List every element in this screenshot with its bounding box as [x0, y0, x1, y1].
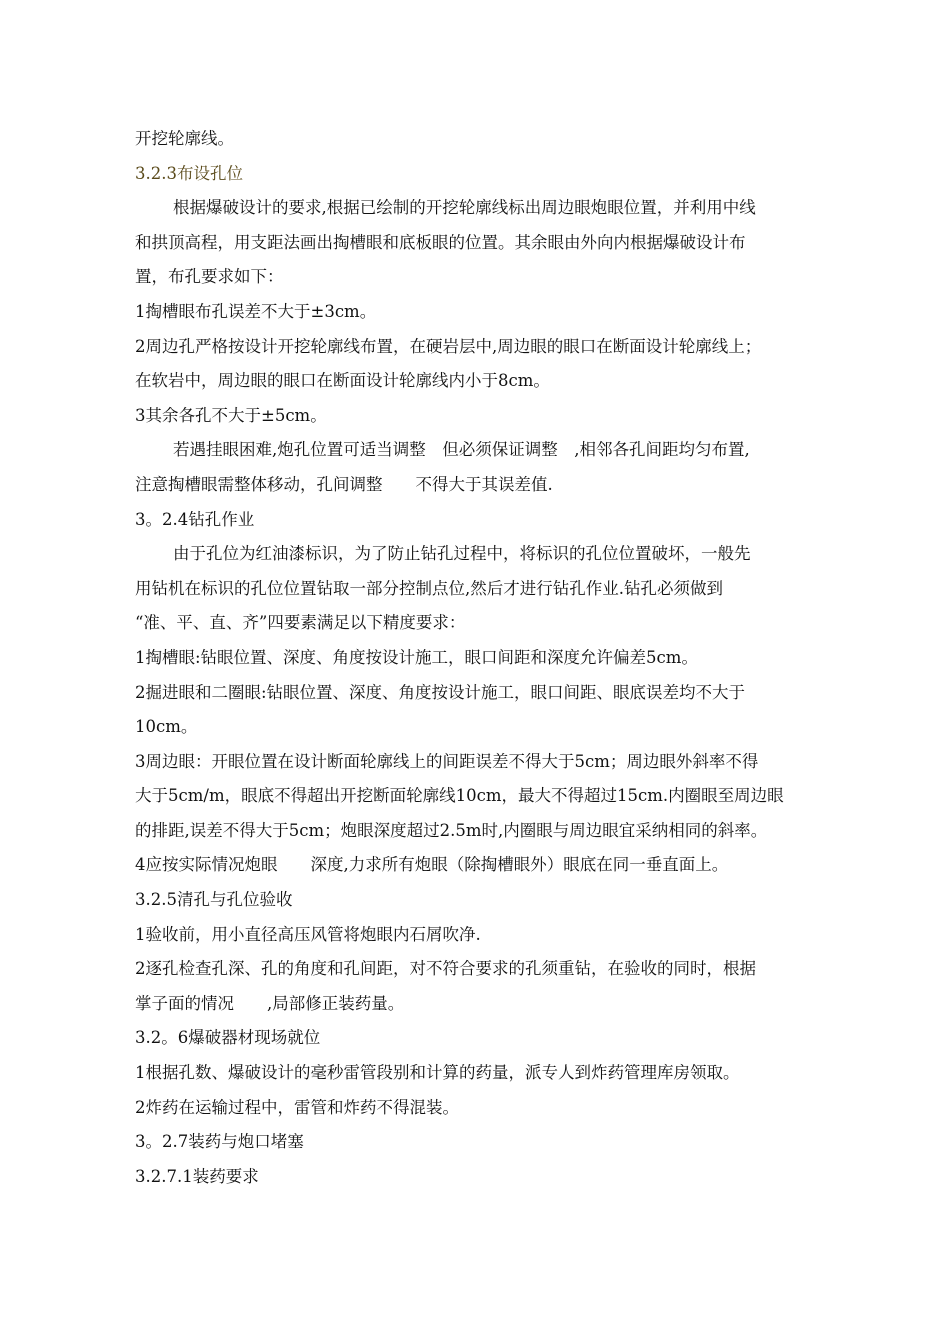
section-heading-3-2-3: 3.2.3布设孔位	[135, 163, 243, 183]
list-item: 4应按实际情况炮眼 深度,力求所有炮眼（除掏槽眼外）眼底在同一垂直面上。	[135, 855, 729, 875]
list-item: 3其余各孔不大于±5cm。	[135, 405, 327, 425]
subsection-heading-3-2-7-1: 3.2.7.1装药要求	[135, 1166, 259, 1186]
list-item: 1掏槽眼布孔误差不大于±3cm。	[135, 301, 377, 321]
section-heading-3-2-4: 3。2.4钻孔作业	[135, 509, 255, 529]
paragraph-line: 根据爆破设计的要求,根据已绘制的开挖轮廓线标出周边眼炮眼位置，并利用中线	[173, 198, 756, 218]
paragraph-line: “准、平、直、齐”四要素满足以下精度要求：	[135, 613, 466, 633]
paragraph-line: 大于5cm/m，眼底不得超出开挖断面轮廓线10cm，最大不得超过15cm.内圈眼至周边眼	[135, 786, 784, 806]
paragraph-line: 在软岩中，周边眼的眼口在断面设计轮廓线内小于8cm。	[135, 371, 550, 391]
list-item: 1根据孔数、爆破设计的毫秒雷管段别和计算的药量，派专人到炸药管理库房领取。	[135, 1063, 740, 1083]
document-body	[135, 122, 870, 1194]
paragraph-line: 注意掏槽眼需整体移动，孔间调整 不得大于其误差值.	[135, 474, 553, 494]
list-item: 1验收前，用小直径高压风管将炮眼内石屑吹净.	[135, 924, 481, 944]
list-item: 2炸药在运输过程中，雷管和炸药不得混装。	[135, 1097, 459, 1117]
paragraph-line: 若遇挂眼困难,炮孔位置可适当调整 但必须保证调整 ,相邻各孔间距均匀布置,	[173, 440, 750, 460]
section-heading-3-2-5: 3.2.5清孔与孔位验收	[135, 890, 293, 910]
paragraph-line: 由于孔位为红油漆标识，为了防止钻孔过程中，将标识的孔位位置破坏，一般先	[173, 544, 751, 564]
list-item: 2逐孔检查孔深、孔的角度和孔间距，对不符合要求的孔须重钻，在验收的同时，根据	[135, 959, 756, 979]
paragraph-line: 和拱顶高程，用支距法画出掏槽眼和底板眼的位置。其余眼由外向内根据爆破设计布	[135, 232, 746, 252]
paragraph-line: 用钻机在标识的孔位位置钻取一部分控制点位,然后才进行钻孔作业.钻孔必须做到	[135, 578, 723, 598]
list-item: 3周边眼：开眼位置在设计断面轮廓线上的间距误差不得大于5cm；周边眼外斜率不得	[135, 751, 759, 771]
section-heading-3-2-6: 3.2。6爆破器材现场就位	[135, 1028, 321, 1048]
paragraph-line: 10cm。	[135, 717, 198, 737]
list-item: 2周边孔严格按设计开挖轮廓线布置，在硬岩层中,周边眼的眼口在断面设计轮廓线上；	[135, 336, 762, 356]
paragraph-line: 掌子面的情况 ,局部修正装药量。	[135, 993, 405, 1013]
paragraph-line: 置，布孔要求如下：	[135, 267, 284, 287]
list-item: 2掘进眼和二圈眼:钻眼位置、深度、角度按设计施工，眼口间距、眼底误差均不大于	[135, 682, 746, 702]
section-heading-3-2-7: 3。2.7装药与炮口堵塞	[135, 1132, 304, 1152]
paragraph-line: 的排距,误差不得大于5cm；炮眼深度超过2.5m时,内圈眼与周边眼宜采纳相同的斜率。	[135, 820, 768, 840]
paragraph-line: 开挖轮廓线。	[135, 129, 234, 148]
list-item: 1掏槽眼:钻眼位置、深度、角度按设计施工，眼口间距和深度允许偏差5cm。	[135, 647, 698, 667]
